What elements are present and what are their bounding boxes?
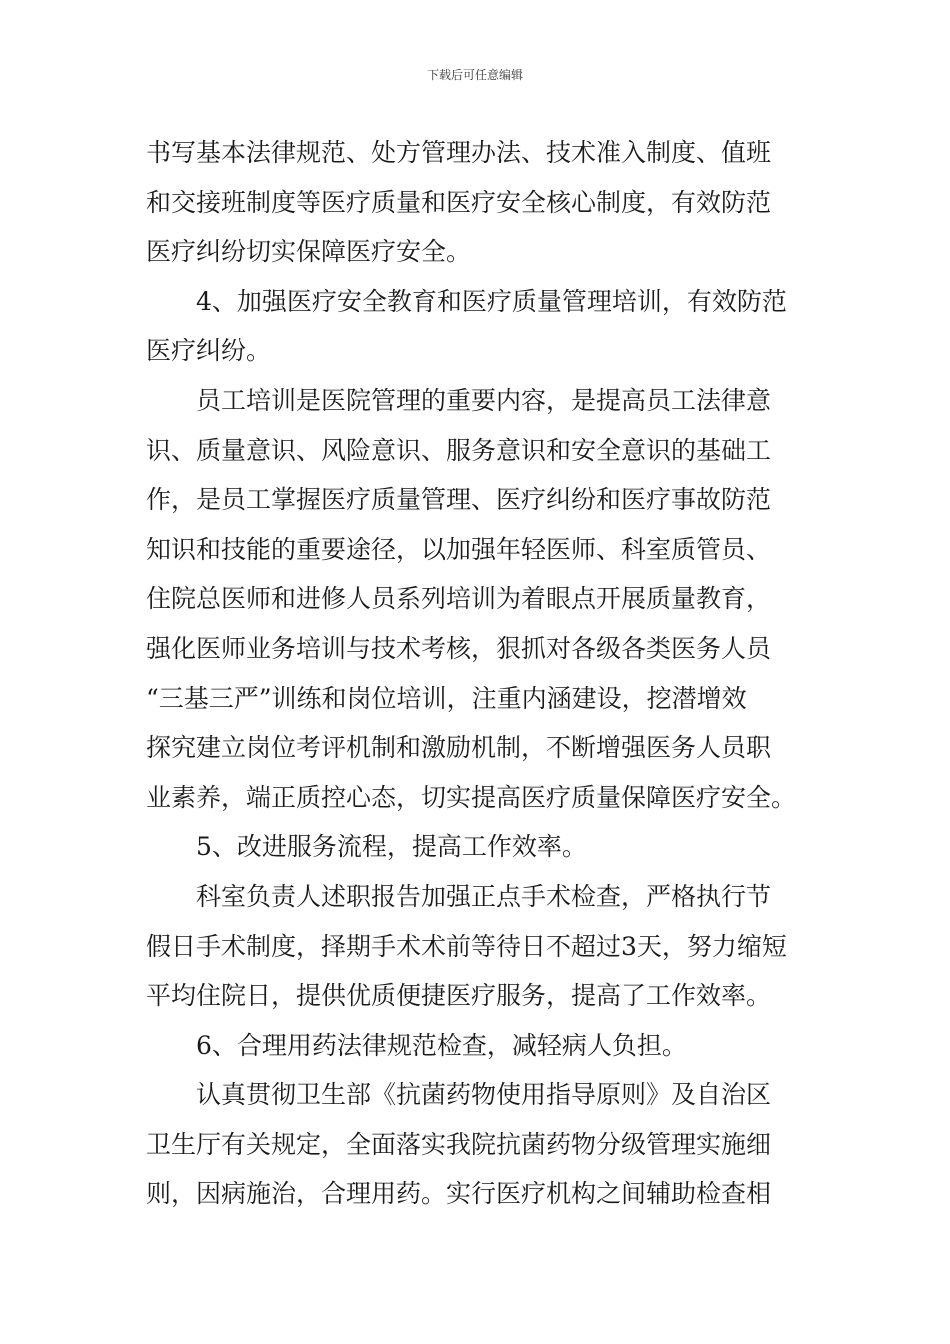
text-line: 和交接班制度等医疗质量和医疗安全核心制度，有效防范 [146,187,772,217]
page-header: 下载后可任意编辑 [426,68,523,82]
text-line: 6、合理用药法律规范检查，减轻病人负担。 [196,1030,687,1060]
text-line: 探究建立岗位考评机制和激励机制，不断增强医务人员职 [146,733,772,763]
text-line: 作，是员工掌握医疗质量管理、医疗纠纷和医疗事故防范 [146,485,772,515]
text-line: 强化医师业务培训与技术考核，狠抓对各级各类医务人员 [146,633,772,663]
body-text [146,128,808,1219]
text-line: 员工培训是医院管理的重要内容，是提高员工法律意 [196,385,772,415]
text-line: 5、改进服务流程，提高工作效率。 [196,832,587,862]
text-line: 知识和技能的重要途径，以加强年轻医师、科室质管员、 [146,534,772,564]
text-line: 认真贯彻卫生部《抗菌药物使用指导原则》及自治区 [196,1080,772,1110]
text-line: 业素养，端正质控心态，切实提高医疗质量保障医疗安全。 [146,782,797,812]
text-line: 假日手术制度，择期手术术前等待日不超过3天，努力缩短 [146,931,787,961]
text-line: 卫生厅有关规定，全面落实我院抗菌药物分级管理实施细 [146,1129,772,1159]
text-line: 则，因病施治，合理用药。实行医疗机构之间辅助检查相 [146,1179,772,1209]
text-line: 医疗纠纷切实保障医疗安全。 [146,237,472,267]
text-line: “三基三严”训练和岗位培训，注重内涵建设，挖潜增效 [146,683,747,713]
text-line: 医疗纠纷。 [146,336,272,366]
text-line: 识、质量意识、风险意识、服务意识和安全意识的基础工 [146,435,772,465]
text-line: 住院总医师和进修人员系列培训为着眼点开展质量教育， [146,584,772,614]
text-line: 4、加强医疗安全教育和医疗质量管理培训，有效防范 [196,286,787,316]
text-line: 平均住院日，提供优质便捷医疗服务，提高了工作效率。 [146,981,772,1011]
text-line: 书写基本法律规范、处方管理办法、技术准入制度、值班 [146,138,772,167]
text-line: 科室负责人述职报告加强正点手术检查，严格执行节 [196,881,772,911]
